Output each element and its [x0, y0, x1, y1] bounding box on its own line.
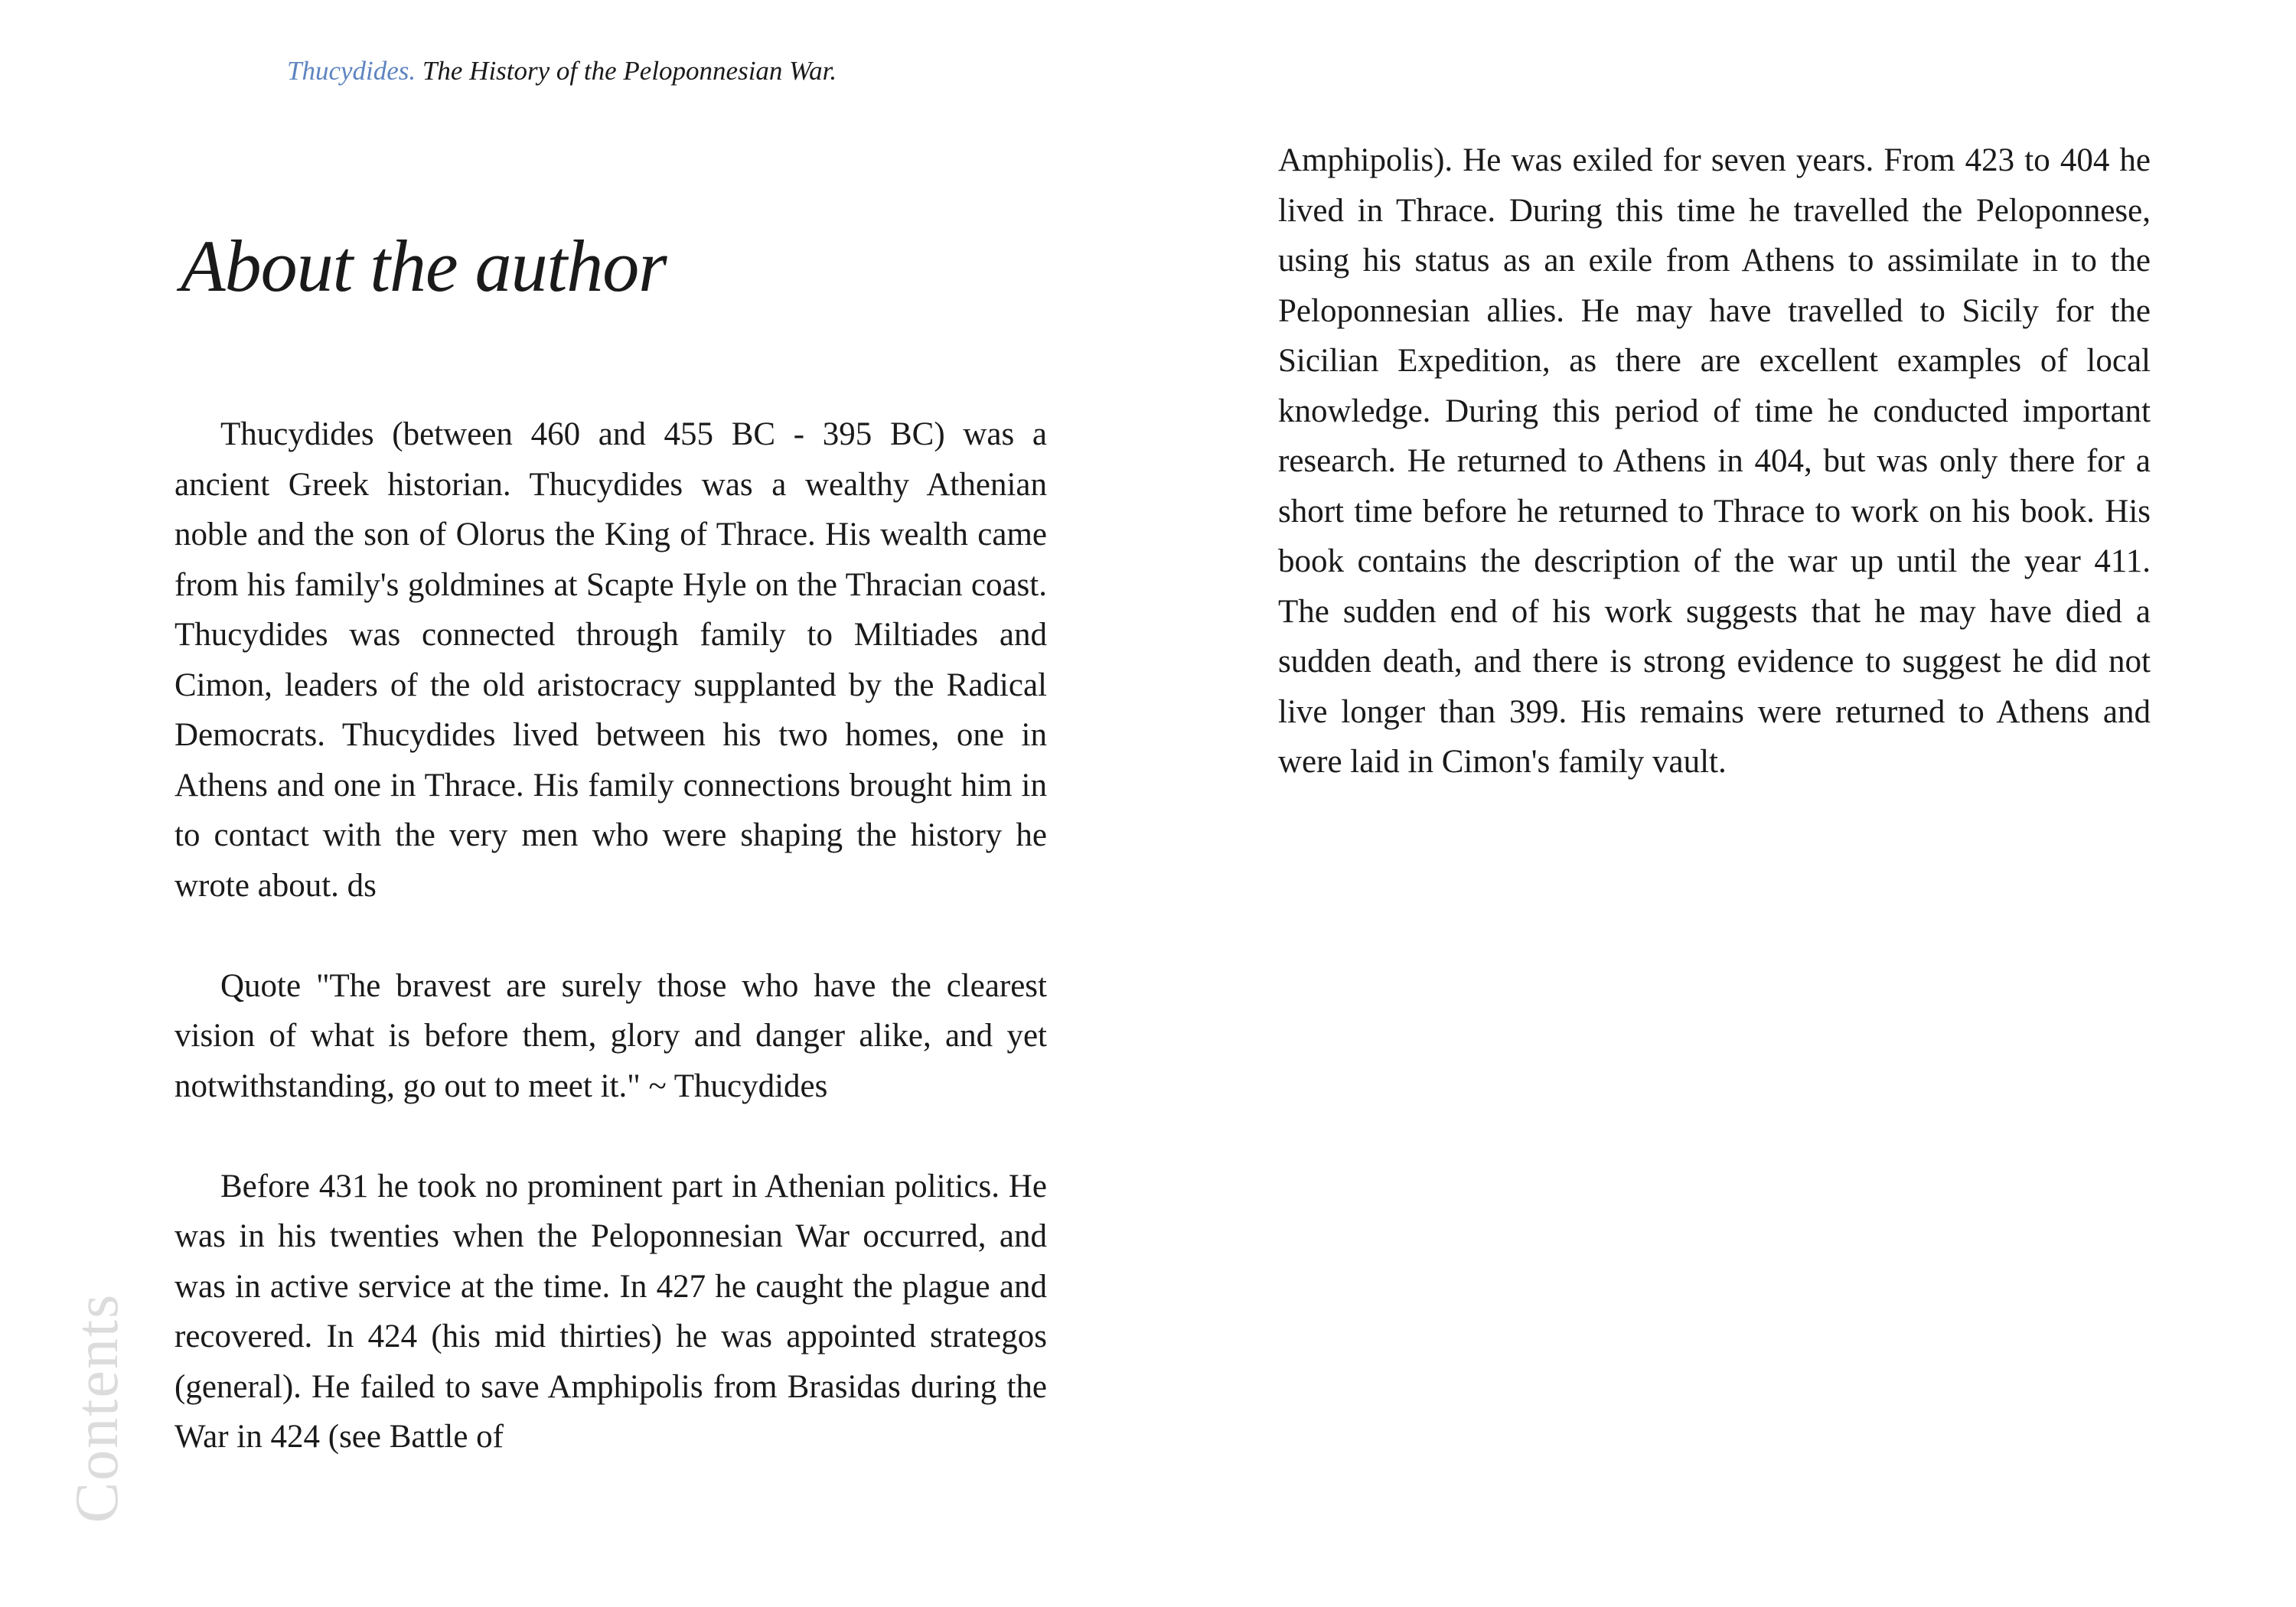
left-text-column [174, 409, 1047, 1462]
running-header [287, 52, 837, 90]
paragraph-career: Before 431 he took no prominent part in Athenian politics. He was in his twenties when the Peloponnesian War occurred, and was in active service at the time. In 427 he caught the plague and recovered. In 424 (his mid thirties) he was appointed strategos (general). He failed to save Amphipolis from Brasidas during the War in 424 (see Battle of [174, 1168, 1047, 1455]
contents-label: Contents [64, 1292, 132, 1524]
paragraph-biography: Thucydides (between 460 and 455 BC - 395 BC) was a ancient Greek historian. Thucydides was a wealthy Athenian noble and the son of Olorus the King of Thrace. His wealth came from his family's goldmines at Scapte Hyle on the Thracian coast. Thucydides was connected through family to Miltiades and Cimon, leaders of the old aristocracy supplanted by the Radical Democrats. Thucydides lived between his two homes, one in Athens and one in Thrace. His family connections brought him in to contact with the very men who were shaping the history he wrote about. ds [174, 416, 1047, 904]
chapter-title: About the author [181, 225, 667, 307]
paragraph-exile: Amphipolis). He was exiled for seven years. From 423 to 404 he lived in Thrace. During this time he travelled the Peloponnese, using his status as an exile from Athens to assimilate in to the Peloponnesian allies. He may have travelled to Sicily for the Sicilian Expedition, as there are excellent examples of local knowledge. During this period of time he conducted important research. He returned to Athens in 404, but was only there for a short time before he returned to Thrace to work on his book. His book contains the description of the war up until the year 411. The sudden end of his work suggests that he may have died a sudden death, and there is strong evidence to suggest he did not live longer than 399. His remains were returned to Athens and were laid in Cimon's family vault. [1278, 142, 2151, 780]
header-author: Thucydides. [287, 56, 416, 86]
paragraph-quote: Quote "The bravest are surely those who have the clearest vision of what is before them, glory and danger alike, and yet notwithstanding, go out to meet it." ~ Thucydides [174, 967, 1047, 1104]
contents-link[interactable] [63, 1286, 132, 1530]
right-text-column [1278, 135, 2151, 787]
header-book-title: The History of the Peloponnesian War. [422, 56, 837, 86]
